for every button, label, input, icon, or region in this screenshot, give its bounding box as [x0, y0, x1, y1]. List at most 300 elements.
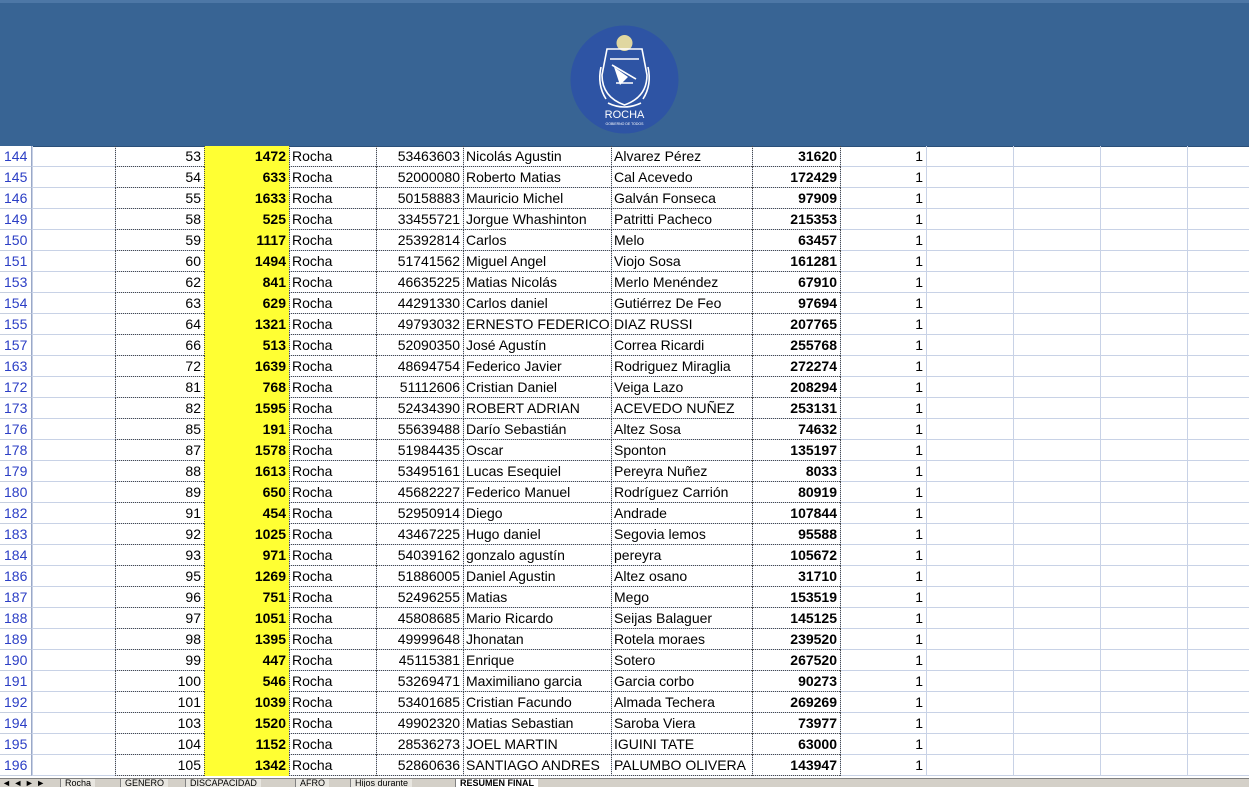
cell-surname[interactable]: Patritti Pacheco: [614, 211, 713, 227]
cell-ci[interactable]: 51984435: [397, 442, 460, 458]
cell-city[interactable]: Rocha: [292, 442, 333, 458]
cell-id[interactable]: 1152: [204, 734, 289, 755]
cell-qty[interactable]: 1: [915, 421, 923, 437]
cell-amount[interactable]: 253131: [790, 400, 837, 416]
cell-id[interactable]: 1117: [204, 230, 289, 251]
cell-city[interactable]: Rocha: [292, 568, 333, 584]
row-header[interactable]: 187: [0, 587, 32, 608]
cell-surname[interactable]: Veiga Lazo: [614, 379, 684, 395]
cell-amount[interactable]: 67910: [798, 274, 837, 290]
cell-name[interactable]: Roberto Matias: [466, 169, 561, 185]
cell-id[interactable]: 1633: [204, 188, 289, 209]
cell-surname[interactable]: Altez Sosa: [614, 421, 681, 437]
cell-ci[interactable]: 49902320: [397, 715, 460, 731]
cell-n[interactable]: 93: [185, 547, 201, 563]
cell-qty[interactable]: 1: [915, 715, 923, 731]
cell-surname[interactable]: PALUMBO OLIVERA: [614, 757, 747, 773]
cell-surname[interactable]: pereyra: [614, 547, 662, 563]
cell-surname[interactable]: Rodríguez Carrión: [614, 484, 729, 500]
row-header[interactable]: 188: [0, 608, 32, 629]
sheet-tab[interactable]: RESUMEN FINAL: [455, 779, 538, 787]
cell-id[interactable]: 447: [204, 650, 289, 671]
cell-ci[interactable]: 45808685: [397, 610, 460, 626]
row-header[interactable]: 145: [0, 167, 32, 188]
cell-qty[interactable]: 1: [915, 589, 923, 605]
cell-city[interactable]: Rocha: [292, 673, 333, 689]
cell-n[interactable]: 101: [177, 694, 201, 710]
cell-id[interactable]: 191: [204, 419, 289, 440]
cell-n[interactable]: 91: [185, 505, 201, 521]
cell-surname[interactable]: Rotela moraes: [614, 631, 706, 647]
cell-ci[interactable]: 53269471: [397, 673, 460, 689]
row-header[interactable]: 150: [0, 230, 32, 251]
cell-name[interactable]: ERNESTO FEDERICO: [466, 316, 610, 332]
cell-qty[interactable]: 1: [915, 337, 923, 353]
cell-ci[interactable]: 49793032: [397, 316, 460, 332]
banner-top-strip: [0, 0, 1249, 3]
table-row: [0, 461, 1249, 482]
cell-amount[interactable]: 80919: [798, 484, 837, 500]
cell-name[interactable]: gonzalo agustín: [466, 547, 565, 563]
row-header[interactable]: 176: [0, 419, 32, 440]
cell-surname[interactable]: Garcia corbo: [614, 673, 695, 689]
cell-name[interactable]: Jhonatan: [466, 631, 524, 647]
cell-id[interactable]: 1639: [204, 356, 289, 377]
sheet-tab[interactable]: AFRO: [295, 779, 329, 787]
cell-n[interactable]: 63: [185, 295, 201, 311]
cell-ci[interactable]: 25392814: [397, 232, 460, 248]
row-header[interactable]: 183: [0, 524, 32, 545]
table-row: [0, 734, 1249, 755]
cell-amount[interactable]: 8033: [805, 463, 837, 479]
cell-qty[interactable]: 1: [915, 463, 923, 479]
cell-n[interactable]: 59: [185, 232, 201, 248]
cell-qty[interactable]: 1: [915, 673, 923, 689]
cell-ci[interactable]: 54039162: [397, 547, 460, 563]
table-row: [0, 293, 1249, 314]
cell-city[interactable]: Rocha: [292, 316, 333, 332]
cell-ci[interactable]: 53495161: [397, 463, 460, 479]
cell-qty[interactable]: 1: [915, 526, 923, 542]
sheet-nav-buttons[interactable]: ◄ ◄ ► ►: [2, 778, 46, 787]
cell-city[interactable]: Rocha: [292, 190, 333, 206]
cell-name[interactable]: Cristian Daniel: [466, 379, 558, 395]
cell-name[interactable]: Federico Javier: [466, 358, 562, 374]
row-header[interactable]: 149: [0, 209, 32, 230]
cell-amount[interactable]: 63457: [798, 232, 837, 248]
cell-city[interactable]: Rocha: [292, 547, 333, 563]
cell-amount[interactable]: 63000: [798, 736, 837, 752]
cell-surname[interactable]: Galván Fonseca: [614, 190, 716, 206]
cell-city[interactable]: Rocha: [292, 148, 333, 164]
cell-name[interactable]: Mauricio Michel: [466, 190, 564, 206]
row-header[interactable]: 192: [0, 692, 32, 713]
cell-surname[interactable]: Merlo Menéndez: [614, 274, 719, 290]
row-header[interactable]: 190: [0, 650, 32, 671]
cell-amount[interactable]: 107844: [790, 505, 837, 521]
cell-qty[interactable]: 1: [915, 505, 923, 521]
cell-name[interactable]: Maximiliano garcia: [466, 673, 582, 689]
cell-amount[interactable]: 90273: [798, 673, 837, 689]
table-row: [0, 230, 1249, 251]
row-header[interactable]: 155: [0, 314, 32, 335]
cell-qty[interactable]: 1: [915, 442, 923, 458]
cell-id[interactable]: 1039: [204, 692, 289, 713]
cell-name[interactable]: Federico Manuel: [466, 484, 571, 500]
cell-name[interactable]: Darío Sebastián: [466, 421, 567, 437]
cell-name[interactable]: Oscar: [466, 442, 504, 458]
table-row: [0, 545, 1249, 566]
cell-n[interactable]: 96: [185, 589, 201, 605]
cell-id[interactable]: 1578: [204, 440, 289, 461]
cell-ci[interactable]: 46635225: [397, 274, 460, 290]
cell-ci[interactable]: 52950914: [397, 505, 460, 521]
cell-surname[interactable]: ACEVEDO NUÑEZ: [614, 400, 735, 416]
cell-qty[interactable]: 1: [915, 631, 923, 647]
table-row: [0, 356, 1249, 377]
cell-qty[interactable]: 1: [915, 652, 923, 668]
cell-city[interactable]: Rocha: [292, 652, 333, 668]
table-row: [0, 440, 1249, 461]
cell-n[interactable]: 53: [185, 148, 201, 164]
cell-surname[interactable]: Cal Acevedo: [614, 169, 693, 185]
cell-amount[interactable]: 267520: [790, 652, 837, 668]
cell-name[interactable]: Carlos: [466, 232, 507, 248]
cell-id[interactable]: 513: [204, 335, 289, 356]
cell-id[interactable]: 1494: [204, 251, 289, 272]
cell-id[interactable]: 971: [204, 545, 289, 566]
cell-n[interactable]: 103: [177, 715, 201, 731]
cell-city[interactable]: Rocha: [292, 253, 333, 269]
cell-ci[interactable]: 33455721: [397, 211, 460, 227]
cell-city[interactable]: Rocha: [292, 589, 333, 605]
cell-name[interactable]: Nicolás Agustin: [466, 148, 562, 164]
cell-city[interactable]: Rocha: [292, 358, 333, 374]
cell-n[interactable]: 97: [185, 610, 201, 626]
logo-text: ROCHA: [604, 109, 645, 121]
cell-n[interactable]: 100: [177, 673, 201, 689]
cell-n[interactable]: 55: [185, 190, 201, 206]
cell-name[interactable]: JOEL MARTIN: [466, 736, 558, 752]
cell-amount[interactable]: 97909: [798, 190, 837, 206]
table-row: [0, 314, 1249, 335]
cell-ci[interactable]: 49999648: [397, 631, 460, 647]
cell-amount[interactable]: 207765: [790, 316, 837, 332]
header-banner: [0, 0, 1249, 147]
cell-name[interactable]: Jorgue Whashinton: [466, 211, 587, 227]
row-header[interactable]: 194: [0, 713, 32, 734]
row-header[interactable]: 173: [0, 398, 32, 419]
cell-name[interactable]: Matias Nicolás: [466, 274, 558, 290]
cell-city[interactable]: Rocha: [292, 610, 333, 626]
cell-n[interactable]: 64: [185, 316, 201, 332]
cell-amount[interactable]: 143947: [790, 757, 837, 773]
row-header[interactable]: 191: [0, 671, 32, 692]
cell-city[interactable]: Rocha: [292, 337, 333, 353]
cell-id[interactable]: 650: [204, 482, 289, 503]
cell-city[interactable]: Rocha: [292, 694, 333, 710]
cell-surname[interactable]: DIAZ RUSSI: [614, 316, 693, 332]
cell-qty[interactable]: 1: [915, 757, 923, 773]
row-header[interactable]: 151: [0, 251, 32, 272]
cell-surname[interactable]: Correa Ricardi: [614, 337, 705, 353]
cell-amount[interactable]: 73977: [798, 715, 837, 731]
cell-name[interactable]: Hugo daniel: [466, 526, 541, 542]
cell-city[interactable]: Rocha: [292, 295, 333, 311]
cell-id[interactable]: 525: [204, 209, 289, 230]
table-row: [0, 188, 1249, 209]
cell-city[interactable]: Rocha: [292, 169, 333, 185]
cell-n[interactable]: 95: [185, 568, 201, 584]
cell-n[interactable]: 98: [185, 631, 201, 647]
cell-city[interactable]: Rocha: [292, 484, 333, 500]
cell-ci[interactable]: 52000080: [397, 169, 460, 185]
cell-ci[interactable]: 45682227: [397, 484, 460, 500]
row-header[interactable]: 180: [0, 482, 32, 503]
table-row: [0, 167, 1249, 188]
cell-qty[interactable]: 1: [915, 400, 923, 416]
cell-surname[interactable]: Segovia lemos: [614, 526, 706, 542]
sheet-tab[interactable]: GENERO: [120, 779, 168, 787]
table-row: [0, 482, 1249, 503]
cell-n[interactable]: 66: [185, 337, 201, 353]
cell-n[interactable]: 104: [177, 736, 201, 752]
cell-n[interactable]: 54: [185, 169, 201, 185]
row-header[interactable]: 172: [0, 377, 32, 398]
cell-qty[interactable]: 1: [915, 358, 923, 374]
cell-surname[interactable]: Gutiérrez De Feo: [614, 295, 722, 311]
cell-id[interactable]: 1321: [204, 314, 289, 335]
cell-ci[interactable]: 28536273: [397, 736, 460, 752]
cell-ci[interactable]: 51112606: [399, 379, 460, 395]
cell-ci[interactable]: 52434390: [397, 400, 460, 416]
table-row: [0, 335, 1249, 356]
cell-name[interactable]: Lucas Esequiel: [466, 463, 561, 479]
row-header[interactable]: 144: [0, 146, 32, 167]
cell-id[interactable]: 1613: [204, 461, 289, 482]
cell-id[interactable]: 629: [204, 293, 289, 314]
cell-name[interactable]: ROBERT ADRIAN: [466, 400, 580, 416]
logo-subtext: GOBIERNO DE TODOS: [605, 122, 644, 126]
cell-amount[interactable]: 145125: [790, 610, 837, 626]
cell-id[interactable]: 1269: [204, 566, 289, 587]
row-header[interactable]: 184: [0, 545, 32, 566]
cell-name[interactable]: José Agustín: [466, 337, 547, 353]
cell-ci[interactable]: 52090350: [397, 337, 460, 353]
cell-city[interactable]: Rocha: [292, 736, 333, 752]
cell-name[interactable]: Carlos daniel: [466, 295, 548, 311]
row-header[interactable]: 195: [0, 734, 32, 755]
cell-surname[interactable]: Andrade: [614, 505, 667, 521]
cell-ci[interactable]: 43467225: [397, 526, 460, 542]
cell-ci[interactable]: 50158883: [397, 190, 460, 206]
cell-id[interactable]: 1395: [204, 629, 289, 650]
cell-id[interactable]: 768: [204, 377, 289, 398]
cell-name[interactable]: Daniel Agustin: [466, 568, 556, 584]
cell-ci[interactable]: 44291330: [397, 295, 460, 311]
cell-qty[interactable]: 1: [915, 169, 923, 185]
cell-ci[interactable]: 48694754: [397, 358, 460, 374]
cell-n[interactable]: 87: [185, 442, 201, 458]
cell-ci[interactable]: 53463603: [397, 148, 460, 164]
cell-id[interactable]: 1342: [204, 755, 289, 776]
cell-city[interactable]: Rocha: [292, 232, 333, 248]
cell-name[interactable]: Enrique: [466, 652, 515, 668]
row-header[interactable]: 178: [0, 440, 32, 461]
cell-amount[interactable]: 272274: [790, 358, 837, 374]
row-header[interactable]: 179: [0, 461, 32, 482]
cell-city[interactable]: Rocha: [292, 631, 333, 647]
cell-surname[interactable]: Melo: [614, 232, 645, 248]
cell-city[interactable]: Rocha: [292, 505, 333, 521]
cell-city[interactable]: Rocha: [292, 400, 333, 416]
row-header[interactable]: 196: [0, 755, 32, 776]
cell-qty[interactable]: 1: [915, 295, 923, 311]
cell-id[interactable]: 751: [204, 587, 289, 608]
cell-qty[interactable]: 1: [915, 568, 923, 584]
cell-n[interactable]: 62: [185, 274, 201, 290]
table-row: [0, 629, 1249, 650]
cell-qty[interactable]: 1: [915, 610, 923, 626]
cell-n[interactable]: 88: [185, 463, 201, 479]
cell-surname[interactable]: Rodriguez Miraglia: [614, 358, 731, 374]
cell-amount[interactable]: 153519: [790, 589, 837, 605]
cell-ci[interactable]: 51886005: [397, 568, 460, 584]
cell-amount[interactable]: 31620: [798, 148, 837, 164]
cell-surname[interactable]: Viojo Sosa: [614, 253, 681, 269]
cell-n[interactable]: 105: [177, 757, 201, 773]
cell-amount[interactable]: 135197: [790, 442, 837, 458]
cell-surname[interactable]: Saroba Viera: [614, 715, 696, 731]
table-row: [0, 146, 1249, 167]
cell-ci[interactable]: 52496255: [397, 589, 460, 605]
cell-amount[interactable]: 208294: [790, 379, 837, 395]
cell-n[interactable]: 60: [185, 253, 201, 269]
cell-surname[interactable]: Mego: [614, 589, 650, 605]
cell-amount[interactable]: 215353: [790, 211, 837, 227]
row-header[interactable]: 182: [0, 503, 32, 524]
cell-qty[interactable]: 1: [915, 547, 923, 563]
cell-surname[interactable]: Sotero: [614, 652, 656, 668]
cell-qty[interactable]: 1: [915, 232, 923, 248]
cell-city[interactable]: Rocha: [292, 757, 333, 773]
cell-n[interactable]: 85: [185, 421, 201, 437]
row-header[interactable]: 186: [0, 566, 32, 587]
cell-amount[interactable]: 172429: [790, 169, 837, 185]
cell-amount[interactable]: 255768: [790, 337, 837, 353]
cell-n[interactable]: 58: [185, 211, 201, 227]
table-row: [0, 377, 1249, 398]
cell-surname[interactable]: Seijas Balaguer: [614, 610, 713, 626]
cell-surname[interactable]: Pereyra Nuñez: [614, 463, 708, 479]
cell-name[interactable]: Cristian Facundo: [466, 694, 572, 710]
cell-qty[interactable]: 1: [915, 148, 923, 164]
cell-city[interactable]: Rocha: [292, 421, 333, 437]
cell-name[interactable]: Diego: [466, 505, 503, 521]
cell-n[interactable]: 99: [185, 652, 201, 668]
row-header[interactable]: 154: [0, 293, 32, 314]
cell-name[interactable]: Matias: [466, 589, 508, 605]
cell-id[interactable]: 1472: [204, 146, 289, 167]
cell-n[interactable]: 72: [185, 358, 201, 374]
table-row: [0, 566, 1249, 587]
sheet-tab[interactable]: DISCAPACIDAD: [185, 779, 261, 787]
table-row: [0, 503, 1249, 524]
sheet-tab[interactable]: Rocha: [60, 779, 95, 787]
cell-id[interactable]: 546: [204, 671, 289, 692]
cell-name[interactable]: Matias Sebastian: [466, 715, 574, 731]
cell-qty[interactable]: 1: [915, 694, 923, 710]
cell-n[interactable]: 82: [185, 400, 201, 416]
cell-qty[interactable]: 1: [915, 274, 923, 290]
cell-qty[interactable]: 1: [915, 736, 923, 752]
cell-qty[interactable]: 1: [915, 484, 923, 500]
cell-ci[interactable]: 55639488: [397, 421, 460, 437]
cell-amount[interactable]: 105672: [790, 547, 837, 563]
cell-qty[interactable]: 1: [915, 253, 923, 269]
cell-n[interactable]: 81: [185, 379, 201, 395]
cell-id[interactable]: 841: [204, 272, 289, 293]
cell-id[interactable]: 1595: [204, 398, 289, 419]
cell-name[interactable]: Mario Ricardo: [466, 610, 554, 626]
cell-qty[interactable]: 1: [915, 211, 923, 227]
cell-qty[interactable]: 1: [915, 316, 923, 332]
cell-surname[interactable]: Alvarez Pérez: [614, 148, 702, 164]
cell-city[interactable]: Rocha: [292, 715, 333, 731]
cell-ci[interactable]: 52860636: [397, 757, 460, 773]
row-header[interactable]: 189: [0, 629, 32, 650]
cell-amount[interactable]: 95588: [798, 526, 837, 542]
table-row: [0, 671, 1249, 692]
cell-ci[interactable]: 45115381: [398, 652, 460, 668]
cell-name[interactable]: SANTIAGO ANDRES: [466, 757, 600, 773]
cell-ci[interactable]: 51741562: [397, 253, 460, 269]
cell-city[interactable]: Rocha: [292, 379, 333, 395]
cell-ci[interactable]: 53401685: [397, 694, 460, 710]
row-header[interactable]: 146: [0, 188, 32, 209]
cell-surname[interactable]: Sponton: [614, 442, 667, 458]
cell-city[interactable]: Rocha: [292, 211, 333, 227]
cell-city[interactable]: Rocha: [292, 274, 333, 290]
cell-amount[interactable]: 239520: [790, 631, 837, 647]
cell-id[interactable]: 1051: [204, 608, 289, 629]
sheet-tab[interactable]: Hijos durante: [350, 779, 412, 787]
cell-amount[interactable]: 269269: [790, 694, 837, 710]
row-header[interactable]: 153: [0, 272, 32, 293]
cell-n[interactable]: 89: [185, 484, 201, 500]
cell-qty[interactable]: 1: [915, 379, 923, 395]
cell-surname[interactable]: Almada Techera: [614, 694, 715, 710]
cell-id[interactable]: 454: [204, 503, 289, 524]
cell-id[interactable]: 1520: [204, 713, 289, 734]
row-header[interactable]: 157: [0, 335, 32, 356]
cell-qty[interactable]: 1: [915, 190, 923, 206]
cell-amount[interactable]: 74632: [798, 421, 837, 437]
cell-name[interactable]: Miguel Angel: [466, 253, 547, 269]
cell-id[interactable]: 1025: [204, 524, 289, 545]
table-row: [0, 209, 1249, 230]
cell-city[interactable]: Rocha: [292, 463, 333, 479]
cell-amount[interactable]: 161281: [790, 253, 837, 269]
cell-amount[interactable]: 31710: [798, 568, 837, 584]
cell-surname[interactable]: IGUINI TATE: [614, 736, 695, 752]
cell-city[interactable]: Rocha: [292, 526, 333, 542]
cell-surname[interactable]: Altez osano: [614, 568, 688, 584]
row-header[interactable]: 163: [0, 356, 32, 377]
cell-id[interactable]: 633: [204, 167, 289, 188]
cell-n[interactable]: 92: [185, 526, 201, 542]
cell-amount[interactable]: 97694: [798, 295, 837, 311]
